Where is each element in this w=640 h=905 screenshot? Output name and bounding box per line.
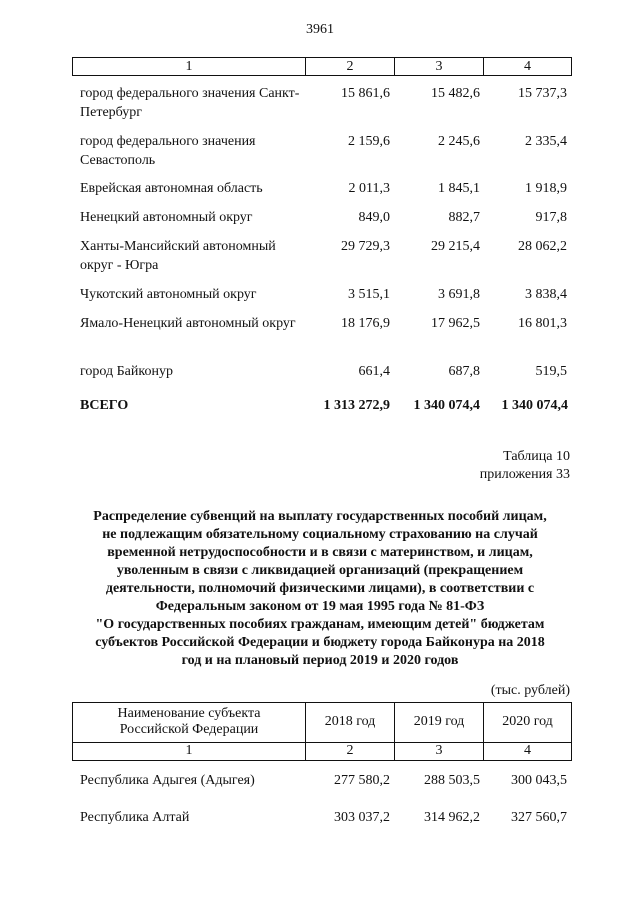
row-value-2019: 17 962,5 (431, 316, 480, 331)
row-name: Ненецкий автономный округ (80, 210, 253, 225)
header-subject-line-2: Российской Федерации (119, 722, 259, 737)
row-name: Еврейская автономная область (80, 181, 263, 196)
subject-value-2018: 277 580,2 (334, 773, 390, 788)
header-col-2: 2 (346, 59, 354, 74)
header-2020: 2020 год (502, 714, 553, 729)
row-value-2019: 15 482,6 (431, 86, 480, 101)
row-value-2018: 3 515,1 (348, 287, 390, 302)
row-value-2018: 2 159,6 (348, 134, 390, 149)
title-line: Распределение субвенций на выплату государственных пособий лицам, (93, 509, 547, 524)
row-name: город федерального значения Севастополь (80, 134, 256, 168)
number-col-3: 3 (435, 743, 443, 758)
number-col-2: 2 (346, 743, 354, 758)
row-name: город Байконур (80, 364, 173, 379)
subject-value-2020: 300 043,5 (511, 773, 567, 788)
title-line: не подлежащим обязательному социальному страхованию на случай (102, 527, 538, 542)
subject-row-name: Республика Алтай (80, 810, 190, 825)
subject-table-header (72, 702, 572, 761)
subject-value-2020: 327 560,7 (511, 810, 567, 825)
units-label: (тыс. рублей) (490, 683, 570, 698)
header-subject-line-1: Наименование субъекта (117, 706, 261, 721)
header-2018: 2018 год (324, 714, 376, 729)
row-name: Ямало-Ненецкий автономный округ (80, 316, 296, 331)
row-value-2020: 28 062,2 (518, 239, 567, 254)
subject-row-name: Республика Адыгея (Адыгея) (80, 773, 255, 788)
header-col-1: 1 (185, 59, 193, 74)
row-value-2020: 16 801,3 (518, 316, 567, 331)
row-value-2018: 18 176,9 (341, 316, 390, 331)
row-value-2020: 15 737,3 (518, 86, 567, 101)
row-value-2020: 1 918,9 (525, 181, 567, 196)
total-value-2018: 1 313 272,9 (323, 398, 390, 413)
row-value-2018: 15 861,6 (341, 86, 390, 101)
title-line: уволенным в связи с ликвидацией организаций (прекращением (116, 563, 524, 578)
row-value-2020: 519,5 (535, 364, 567, 379)
column-number-header (72, 57, 572, 76)
row-value-2020: 917,8 (535, 210, 567, 225)
row-name: Ханты-Мансийский автономный округ - Югра (80, 239, 276, 273)
page-number: 3961 (306, 22, 334, 37)
row-value-2019: 687,8 (448, 364, 480, 379)
subject-value-2019: 288 503,5 (424, 773, 480, 788)
number-col-4: 4 (524, 743, 531, 758)
header-col-4: 4 (524, 59, 531, 74)
total-label: ВСЕГО (80, 398, 129, 413)
total-value-2020: 1 340 074,4 (501, 398, 568, 413)
total-value-2019: 1 340 074,4 (413, 398, 480, 413)
row-value-2019: 1 845,1 (438, 181, 480, 196)
row-value-2018: 29 729,3 (341, 239, 390, 254)
title-line: "О государственных пособиях гражданам, имеющим детей" бюджетам (95, 617, 545, 632)
row-value-2020: 3 838,4 (525, 287, 567, 302)
row-value-2019: 882,7 (448, 210, 480, 225)
header-subject-name (73, 706, 305, 738)
title-line: деятельности, полномочий физическими лицами), в соответствии с (105, 581, 535, 596)
header-2019: 2019 год (413, 714, 465, 729)
row-value-2019: 3 691,8 (438, 287, 480, 302)
row-value-2019: 2 245,6 (438, 134, 480, 149)
title-line: субъектов Российской Федерации и бюджету города Байконура на 2018 (95, 635, 545, 650)
appendix-reference: приложения 33 (479, 467, 570, 482)
row-name: Чукотский автономный округ (80, 287, 257, 302)
subject-value-2018: 303 037,2 (334, 810, 390, 825)
row-name: город федерального значения Санкт-Петербург (80, 86, 300, 120)
title-line: год и на плановый период 2019 и 2020 годов (181, 653, 459, 668)
header-col-3: 3 (435, 59, 443, 74)
row-value-2018: 661,4 (358, 364, 390, 379)
title-line: временной нетрудоспособности и в связи с материнством, и лицам, (107, 545, 533, 560)
row-value-2018: 849,0 (358, 210, 390, 225)
row-value-2018: 2 011,3 (348, 181, 390, 196)
row-value-2019: 29 215,4 (431, 239, 480, 254)
subject-value-2019: 314 962,2 (424, 810, 480, 825)
number-col-1: 1 (185, 743, 193, 758)
table-number: Таблица 10 (503, 449, 570, 464)
title-line: Федеральным законом от 19 мая 1995 года № 81-ФЗ (155, 599, 485, 614)
row-value-2020: 2 335,4 (525, 134, 567, 149)
